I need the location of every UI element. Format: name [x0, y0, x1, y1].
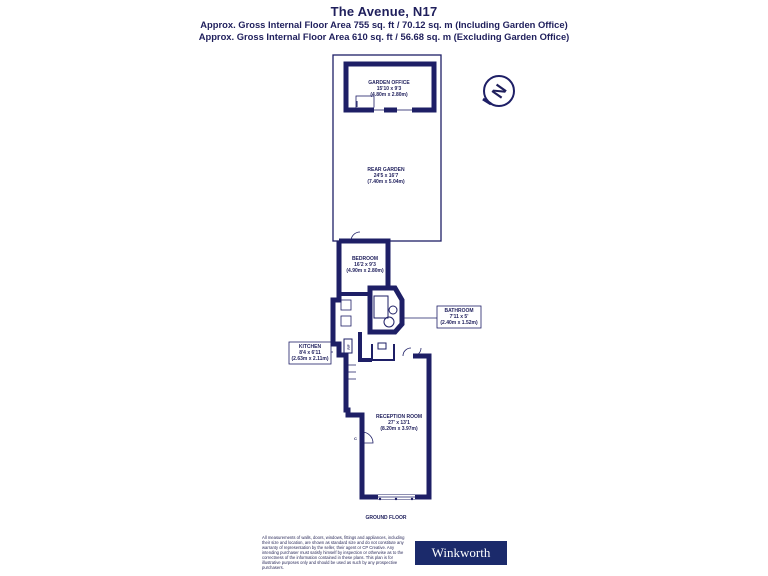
bedroom-name: BEDROOM	[351, 256, 379, 262]
brand-name: Winkworth	[431, 545, 491, 560]
disclaimer-text: All measurements of walls, doors, windows, fittings and appliances, including their size and location, are shown as standard size and do not constitute any warranty of representation by the seller, their agent or CP Creative. Any intending purchaser must satisfy himself by inspection or otherwise as to the correctness of the information contained in these plans. This plan is for illustrative purposes only and should be used as such by any prospective purchasers.	[262, 535, 405, 570]
cupboard-1	[341, 300, 351, 310]
house-outer-wall	[333, 241, 429, 497]
toilet	[389, 306, 397, 314]
reception-name: RECEPTION ROOM	[375, 414, 423, 420]
reception-imperial: 27' x 13'1	[388, 420, 410, 426]
floor-label: GROUND FLOOR	[365, 515, 407, 521]
kitchen-name: KITCHEN	[298, 344, 322, 350]
reception-metric: (8.20m x 3.97m)	[380, 426, 418, 432]
kitchen-counter	[372, 344, 394, 360]
brand-logo	[415, 541, 507, 565]
bathroom-metric: (2.40m x 1.52m)	[440, 320, 478, 326]
rear-garden-imperial: 24'5 x 16'7	[373, 173, 399, 179]
window-mark-1	[379, 498, 381, 500]
basin	[384, 317, 394, 327]
bedroom-imperial: 16'2 x 9'3	[354, 262, 376, 268]
compass-icon	[483, 76, 514, 106]
garden-office-metric: (4.80m x 2.80m)	[370, 92, 408, 98]
kitchen-imperial: 8'4 x 6'11	[299, 350, 321, 356]
area-including-office: Approx. Gross Internal Floor Area 755 sq. ft / 70.12 sq. m (Including Garden Office)	[200, 19, 568, 30]
cupboard-label: C	[354, 436, 357, 441]
cupboard-2	[341, 316, 351, 326]
area-excluding-office: Approx. Gross Internal Floor Area 610 sq. ft / 56.68 sq. m (Excluding Garden Office)	[198, 31, 570, 42]
bath-tub	[374, 296, 388, 318]
compass-north-letter: N	[488, 80, 511, 102]
bathroom-imperial: 7'11 x 5'	[449, 314, 469, 320]
window-mark-2	[395, 498, 397, 500]
stairs	[348, 365, 356, 379]
kitchen-metric: (2.63m x 2.11m)	[291, 356, 329, 362]
page-title: The Avenue, N17	[330, 4, 438, 19]
fridge-label: F/F	[347, 344, 351, 350]
garden-office-imperial: 15'10 x 9'3	[376, 86, 402, 92]
bathroom-name: BATHROOM	[444, 308, 474, 314]
sink	[378, 343, 386, 349]
bedroom-metric: (4.90m x 2.80m)	[346, 268, 384, 274]
window-mark-3	[411, 498, 413, 500]
rear-garden-name: REAR GARDEN	[367, 167, 405, 173]
kitchen-wall	[360, 332, 372, 360]
rear-garden-metric: (7.40m x 5.04m)	[367, 179, 405, 185]
garden-office-name: GARDEN OFFICE	[368, 80, 410, 86]
